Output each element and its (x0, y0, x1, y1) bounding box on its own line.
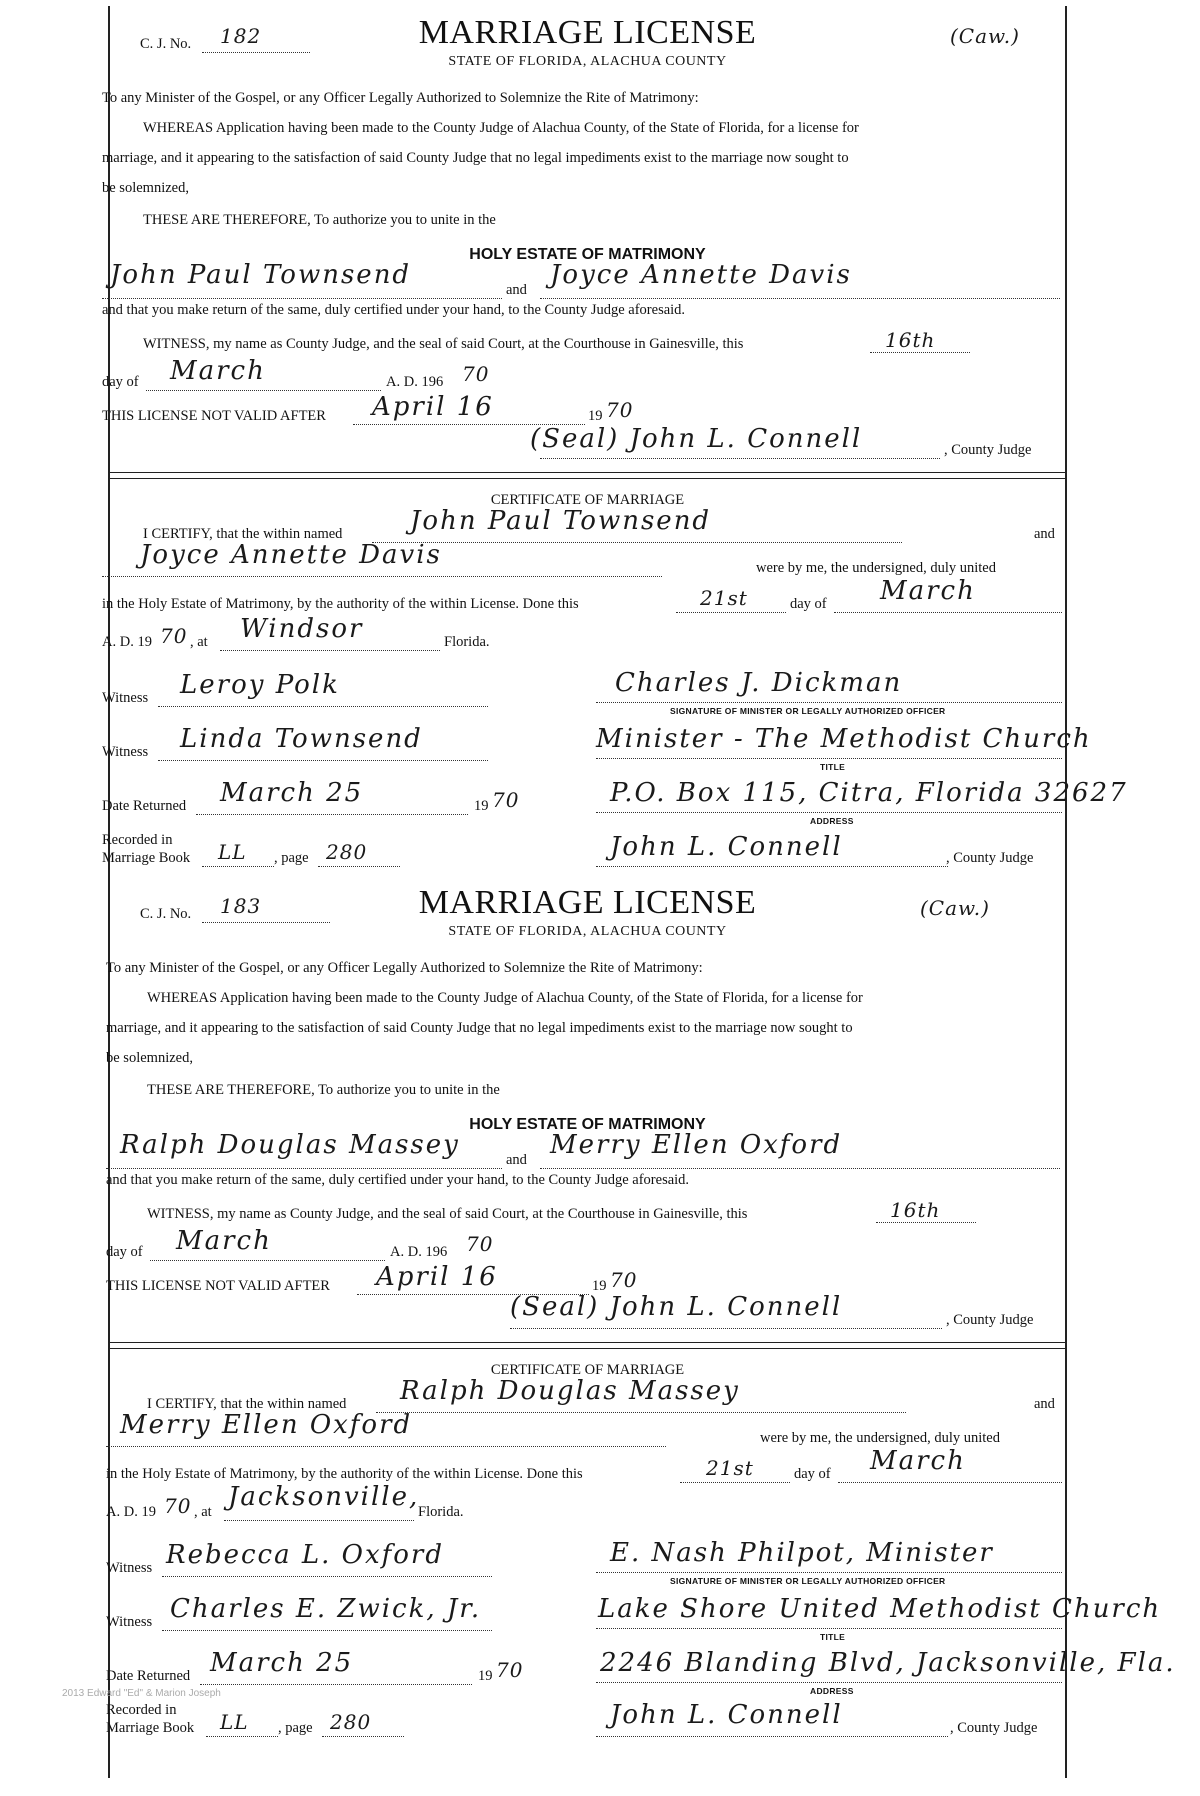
bride-line (540, 1168, 1060, 1169)
certificate-title: CERTIFICATE OF MARRIAGE (490, 1362, 685, 1378)
therefore-line: THESE ARE THEREFORE, To authorize you to unite in the (147, 1082, 500, 1098)
done-month-line (838, 1482, 1062, 1483)
license-subtitle: STATE OF FLORIDA, ALACHUA COUNTY (448, 54, 727, 69)
officer-sig-line (596, 702, 1062, 703)
recorded-label-1: Recorded in (106, 1702, 177, 1718)
recorded-label-1: Recorded in (102, 832, 173, 848)
corner-note: (Caw.) (950, 24, 1020, 48)
cj-line (202, 52, 310, 53)
ad-label: A. D. 196 (386, 374, 444, 390)
cert-bride: Joyce Annette Davis (140, 540, 442, 570)
whereas-line-3: be solemnized, (102, 180, 189, 196)
marriage-license-182 (102, 6, 1128, 876)
and-label-2: and (1034, 1396, 1055, 1412)
issue-month-line (146, 390, 381, 391)
cert-bride: Merry Ellen Oxford (120, 1410, 413, 1440)
book-line (206, 1736, 278, 1737)
and-label: and (506, 282, 527, 298)
recording-judge: John L. Connell (610, 1700, 843, 1730)
done-month: March (880, 576, 976, 606)
book-line (202, 866, 274, 867)
at-label: , at (190, 634, 208, 650)
at-label: , at (194, 1504, 212, 1520)
license-title: MARRIAGE LICENSE (418, 884, 757, 921)
book: LL (220, 1710, 249, 1734)
issue-month: March (176, 1226, 272, 1256)
officer-title-line (596, 1628, 1062, 1629)
day-of-label-2: day of (794, 1466, 831, 1482)
place-line (220, 650, 440, 651)
witness-2-label: Witness (102, 744, 149, 760)
witness-1: Leroy Polk (180, 670, 340, 700)
whereas-line-3: be solemnized, (106, 1050, 193, 1066)
and-label: and (506, 1152, 527, 1168)
recording-judge-line (596, 866, 948, 867)
expiry-year-prefix: 19 (592, 1278, 607, 1294)
cert-groom-line (372, 542, 902, 543)
done-year: 70 (160, 624, 188, 648)
recorded-label-2: Marriage Book (106, 1720, 195, 1736)
returned-year-prefix: 19 (478, 1668, 493, 1684)
and-label-2: and (1034, 526, 1055, 542)
cert-groom-line (376, 1412, 906, 1413)
officer-title: Minister - The Methodist Church (596, 724, 1092, 754)
day-of-label: day of (102, 374, 139, 390)
address-line: To any Minister of the Gospel, or any Officer Legally Authorized to Solemnize the Rite of Matrimony: (102, 90, 699, 106)
done-day-line (680, 1482, 790, 1483)
page-line (322, 1736, 404, 1737)
done-day-line (676, 612, 786, 613)
cert-groom: Ralph Douglas Massey (400, 1376, 740, 1406)
date-returned-label: Date Returned (106, 1668, 191, 1684)
issue-year: 70 (462, 362, 490, 386)
license-title: MARRIAGE LICENSE (418, 14, 757, 51)
return-line: and that you make return of the same, duly certified under your hand, to the County Judge aforesaid. (106, 1172, 690, 1188)
judge-line (540, 458, 940, 459)
issue-day-line (876, 1222, 976, 1223)
done-year: 70 (164, 1494, 192, 1518)
issue-month-line (150, 1260, 385, 1261)
witness-2-label: Witness (106, 1614, 153, 1630)
not-valid-label: THIS LICENSE NOT VALID AFTER (106, 1278, 330, 1294)
certify-label: I CERTIFY, that the within named (147, 1396, 347, 1412)
expiry-year: 70 (606, 398, 634, 422)
holy-estate-heading: HOLY ESTATE OF MATRIMONY (469, 1116, 706, 1133)
cj-number: 183 (220, 894, 262, 918)
day-of-label: day of (106, 1244, 143, 1260)
cj-label: C. J. No. (140, 36, 192, 52)
officer-title-line (596, 758, 1062, 759)
bride-name: Merry Ellen Oxford (550, 1130, 843, 1160)
separator-rule (110, 1342, 1065, 1349)
judge-signature: (Seal) John L. Connell (530, 424, 863, 454)
returned-date-line (196, 814, 468, 815)
officer-address: P.O. Box 115, Citra, Florida 32627 (610, 778, 1128, 808)
expiry-year: 70 (610, 1268, 638, 1292)
officer-sig-caption: SIGNATURE OF MINISTER OR LEGALLY AUTHORIZED OFFICER (670, 706, 946, 716)
cert-bride-line (106, 1446, 666, 1447)
officer-sig-line (596, 1572, 1062, 1573)
ad-label-2: A. D. 19 (102, 634, 152, 650)
returned-date: March 25 (220, 778, 364, 808)
groom-line (106, 1168, 502, 1169)
page-label: , page (278, 1720, 313, 1736)
witness-2-line (158, 760, 488, 761)
place: Jacksonville, (228, 1482, 420, 1512)
document-page (102, 6, 1176, 1778)
officer-sig-caption: SIGNATURE OF MINISTER OR LEGALLY AUTHORIZED OFFICER (670, 1576, 946, 1586)
bride-line (540, 298, 1060, 299)
groom-name: Ralph Douglas Massey (120, 1130, 460, 1160)
officer-signature: Charles J. Dickman (615, 668, 903, 698)
place: Windsor (240, 614, 364, 644)
witness-2-line (162, 1630, 492, 1631)
cj-line (202, 922, 330, 923)
judge-line (510, 1328, 942, 1329)
page-label: , page (274, 850, 309, 866)
cj-label: C. J. No. (140, 906, 192, 922)
county-judge-label: , County Judge (944, 442, 1032, 458)
page-number: 280 (326, 840, 368, 864)
copyright-watermark: 2013 Edward "Ed" & Marion Joseph (62, 1688, 221, 1699)
returned-year: 70 (496, 1658, 524, 1682)
witness-2: Charles E. Zwick, Jr. (170, 1594, 482, 1624)
officer-address: 2246 Blanding Blvd, Jacksonville, Fla. (600, 1648, 1176, 1678)
officer-title: Lake Shore United Methodist Church (598, 1594, 1162, 1624)
united-label: were by me, the undersigned, duly united (760, 1430, 1000, 1446)
issue-day: 16th (890, 1198, 941, 1222)
done-month: March (870, 1446, 966, 1476)
judge-signature: (Seal) John L. Connell (510, 1292, 843, 1322)
expiry-year-prefix: 19 (588, 408, 603, 424)
officer-address-line (596, 812, 1062, 813)
address-caption: ADDRESS (810, 816, 854, 826)
whereas-line-2: marriage, and it appearing to the satisfaction of said County Judge that no legal impediments exist to the marriage now sought to (106, 1020, 853, 1036)
issue-year: 70 (466, 1232, 494, 1256)
expiry-month-day: April 16 (376, 1262, 498, 1292)
returned-year-prefix: 19 (474, 798, 489, 814)
address-line: To any Minister of the Gospel, or any Officer Legally Authorized to Solemnize the Rite of Matrimony: (106, 960, 703, 976)
holy-line: in the Holy Estate of Matrimony, by the authority of the within License. Done this (102, 596, 579, 612)
return-line: and that you make return of the same, duly certified under your hand, to the County Judge aforesaid. (102, 302, 686, 318)
recorded-label-2: Marriage Book (102, 850, 191, 866)
expiry-month-day: April 16 (372, 392, 494, 422)
date-returned-label: Date Returned (102, 798, 187, 814)
certify-label: I CERTIFY, that the within named (143, 526, 343, 542)
not-valid-label: THIS LICENSE NOT VALID AFTER (102, 408, 326, 424)
cj-number: 182 (220, 24, 262, 48)
county-judge-label-2: , County Judge (946, 850, 1034, 866)
cert-bride-line (102, 576, 662, 577)
whereas-line-1: WHEREAS Application having been made to the County Judge of Alachua County, of the State of Florida, for a license for (143, 120, 859, 136)
county-judge-label: , County Judge (946, 1312, 1034, 1328)
marriage-license-183 (106, 876, 1176, 1756)
page-number: 280 (330, 1710, 372, 1734)
witness-1-label: Witness (106, 1560, 153, 1576)
title-caption: TITLE (820, 1632, 846, 1642)
groom-line (102, 298, 502, 299)
ad-label-2: A. D. 19 (106, 1504, 156, 1520)
united-label: were by me, the undersigned, duly united (756, 560, 996, 576)
issue-day-line (870, 352, 970, 353)
witness-text: WITNESS, my name as County Judge, and the seal of said Court, at the Courthouse in Gainesville, this (147, 1206, 748, 1222)
book: LL (218, 840, 247, 864)
license-subtitle: STATE OF FLORIDA, ALACHUA COUNTY (448, 924, 727, 939)
returned-date-line (200, 1684, 472, 1685)
day-of-label-2: day of (790, 596, 827, 612)
address-caption: ADDRESS (810, 1686, 854, 1696)
separator-rule (110, 472, 1065, 479)
ad-label: A. D. 196 (390, 1244, 448, 1260)
issue-day: 16th (885, 328, 936, 352)
returned-year: 70 (492, 788, 520, 812)
whereas-line-1: WHEREAS Application having been made to the County Judge of Alachua County, of the State of Florida, for a license for (147, 990, 863, 1006)
returned-date: March 25 (210, 1648, 354, 1678)
witness-1: Rebecca L. Oxford (166, 1540, 445, 1570)
therefore-line: THESE ARE THEREFORE, To authorize you to unite in the (143, 212, 496, 228)
issue-month: March (170, 356, 266, 386)
witness-1-label: Witness (102, 690, 149, 706)
florida-label: Florida. (418, 1504, 464, 1520)
place-line (224, 1520, 414, 1521)
recording-judge-line (596, 1736, 948, 1737)
officer-address-line (596, 1682, 1062, 1683)
done-day: 21st (700, 586, 748, 610)
groom-name: John Paul Townsend (110, 260, 412, 290)
florida-label: Florida. (444, 634, 490, 650)
done-day: 21st (706, 1456, 754, 1480)
cert-groom: John Paul Townsend (410, 506, 712, 536)
witness-text: WITNESS, my name as County Judge, and the seal of said Court, at the Courthouse in Gainesville, this (143, 336, 744, 352)
corner-note: (Caw.) (920, 896, 990, 920)
done-month-line (834, 612, 1062, 613)
officer-signature: E. Nash Philpot, Minister (610, 1538, 994, 1568)
witness-2: Linda Townsend (180, 724, 423, 754)
recording-judge: John L. Connell (610, 832, 843, 862)
title-caption: TITLE (820, 762, 846, 772)
certificate-title: CERTIFICATE OF MARRIAGE (490, 492, 685, 508)
bride-name: Joyce Annette Davis (550, 260, 852, 290)
page-line (318, 866, 400, 867)
witness-1-line (158, 706, 488, 707)
holy-estate-heading: HOLY ESTATE OF MATRIMONY (469, 246, 706, 263)
whereas-line-2: marriage, and it appearing to the satisfaction of said County Judge that no legal impediments exist to the marriage now sought to (102, 150, 849, 166)
county-judge-label-2: , County Judge (950, 1720, 1038, 1736)
holy-line: in the Holy Estate of Matrimony, by the authority of the within License. Done this (106, 1466, 583, 1482)
witness-1-line (162, 1576, 492, 1577)
